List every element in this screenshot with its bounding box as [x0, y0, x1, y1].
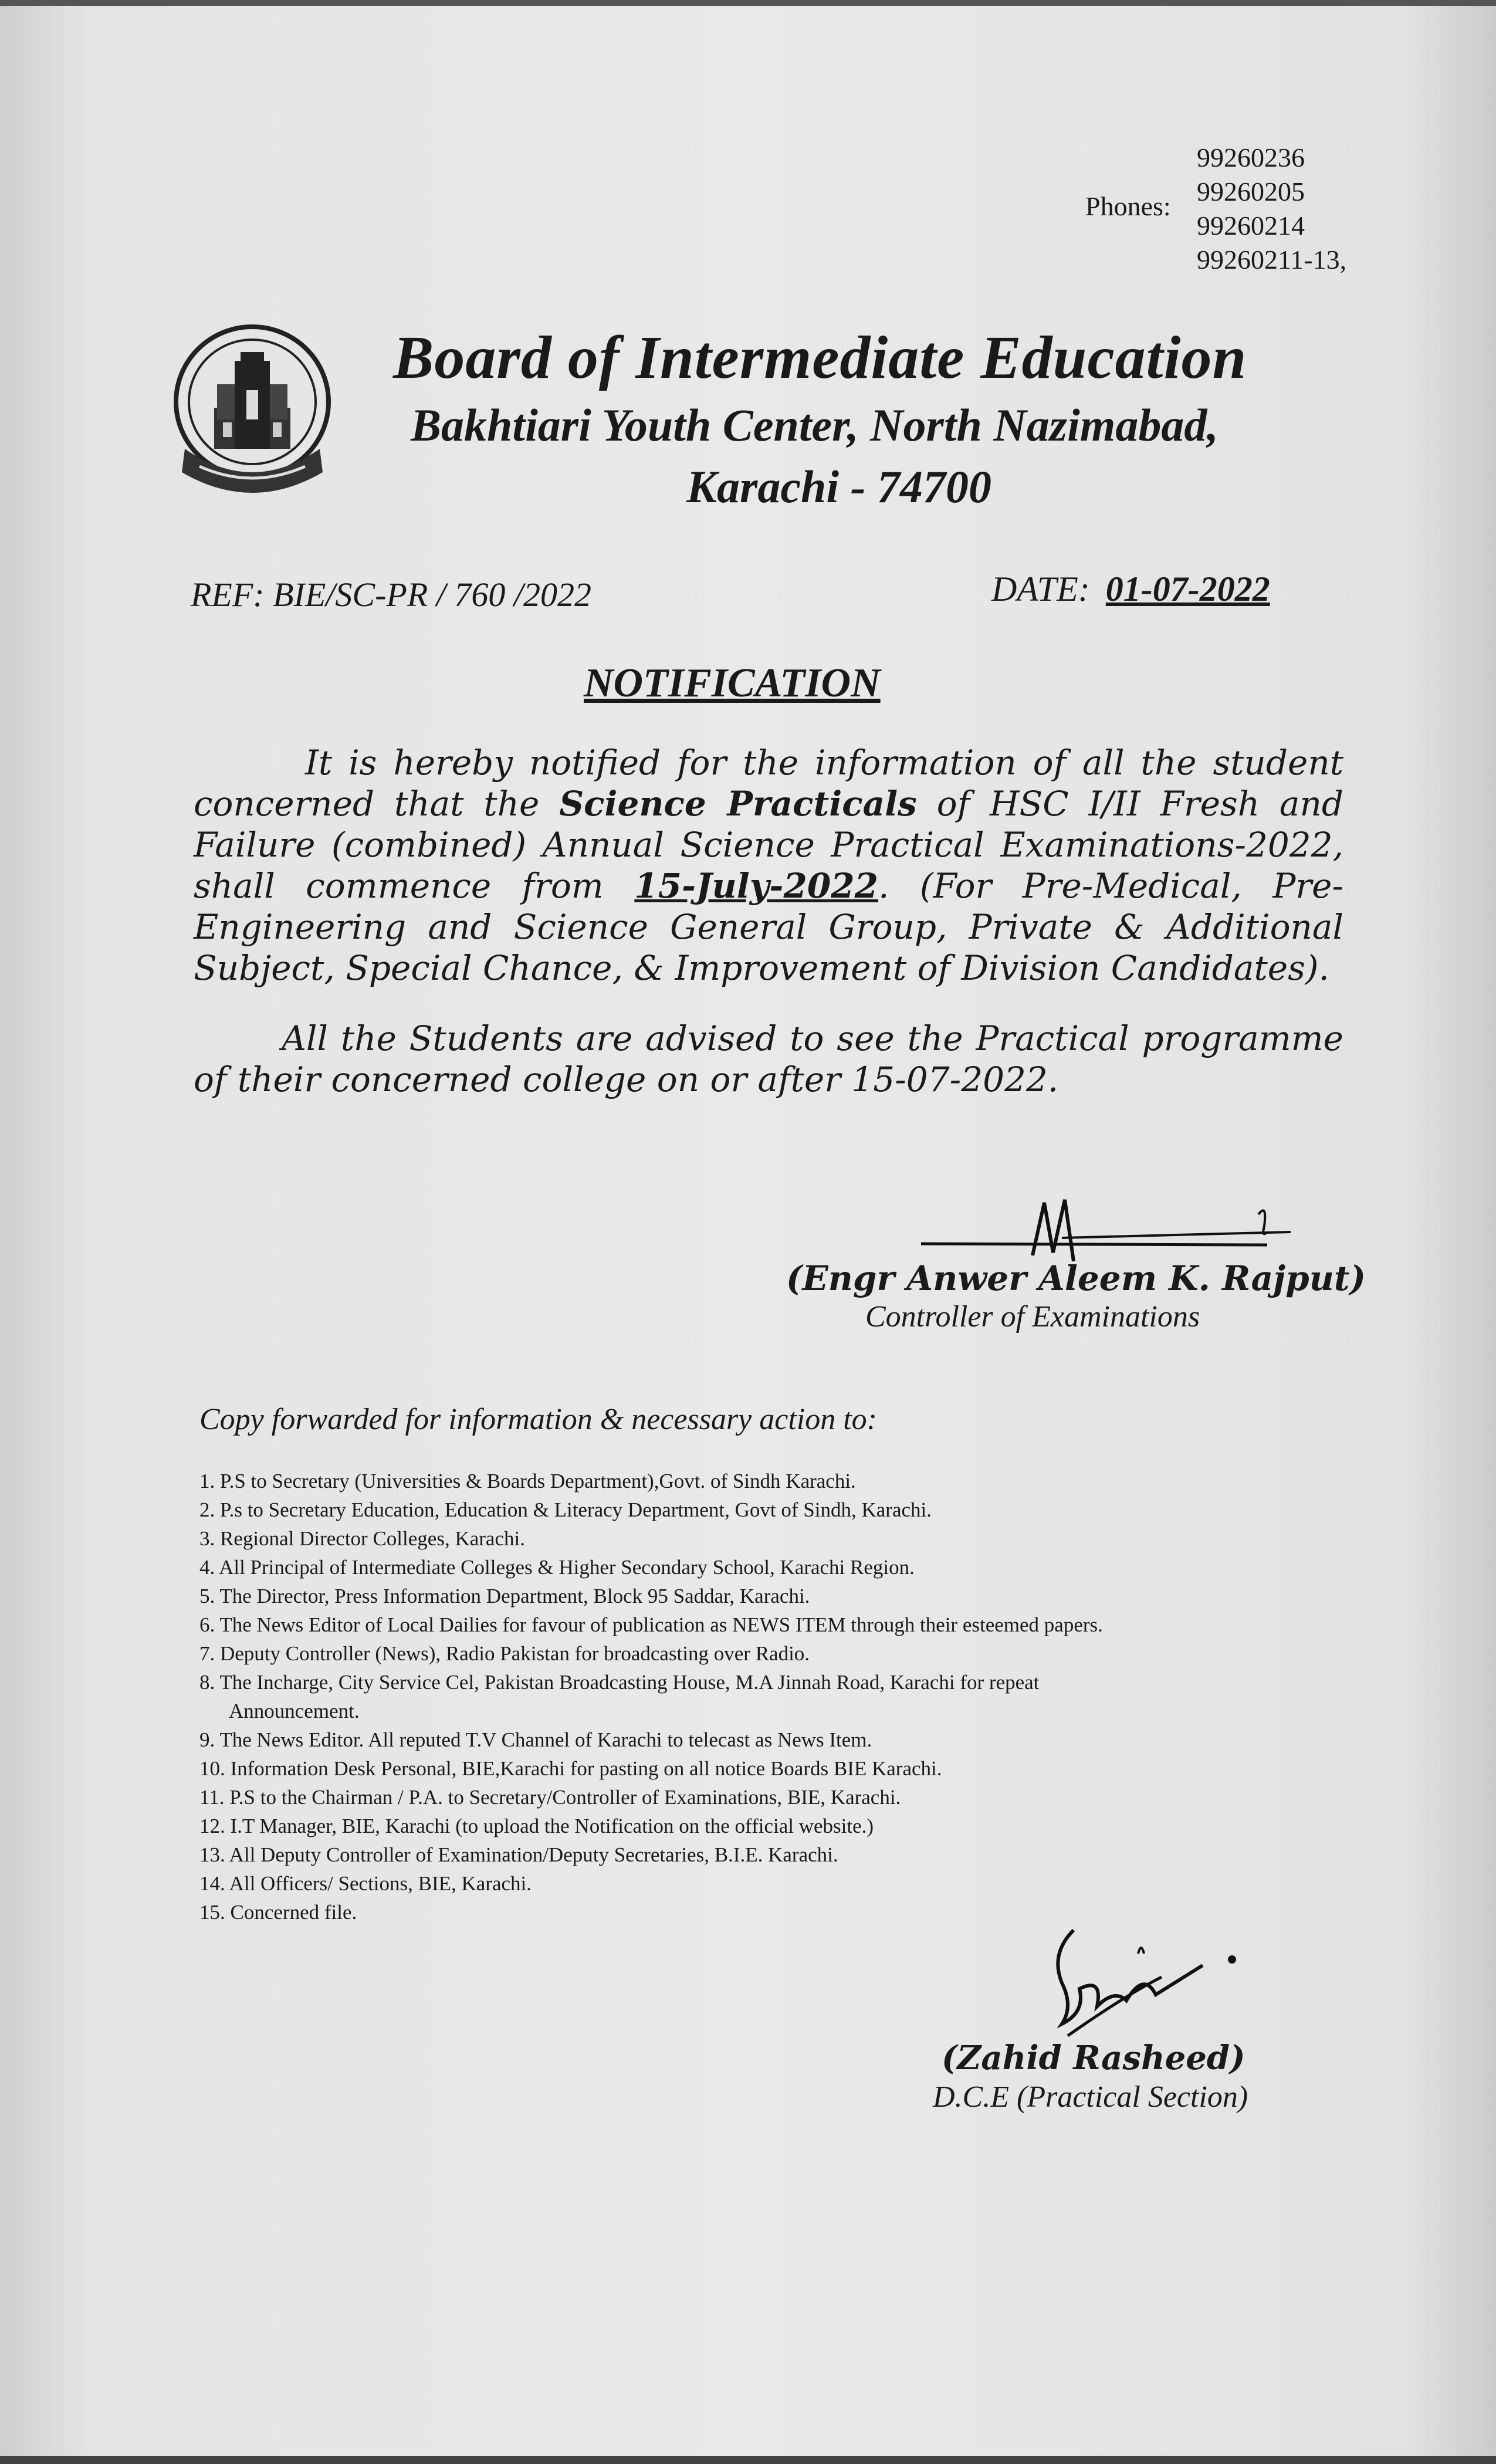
- signatory2-title: D.C.E (Practical Section): [933, 2080, 1248, 2114]
- list-item: 5. The Director, Press Information Department, Block 95 Saddar, Karachi.: [199, 1585, 810, 1607]
- list-item: 13. All Deputy Controller of Examination/Deputy Secretaries, B.I.E. Karachi.: [199, 1843, 838, 1866]
- phone-number: 99260236: [1197, 143, 1305, 172]
- list-item: 1. P.S to Secretary (Universities & Boards Department),Govt. of Sindh Karachi.: [199, 1470, 856, 1492]
- notification-paragraph-2: All the Students are advised to see the Practical programme of their concerned college on or after 15-07-2022.: [194, 1018, 1343, 1099]
- date-line: [991, 569, 1270, 610]
- scan-top-edge: [0, 0, 1496, 6]
- board-title: Board of Intermediate Education: [393, 324, 1247, 391]
- signatory1-title: Controller of Examinations: [865, 1300, 1200, 1333]
- notification-paragraph-1: [194, 742, 1343, 989]
- board-address-line1: Bakhtiari Youth Center, North Nazimabad,: [411, 400, 1219, 451]
- list-item: 2. P.s to Secretary Education, Education & Literacy Department, Govt of Sindh, Karachi.: [199, 1498, 932, 1521]
- para1-text-c: . (For Pre-Medical, Pre-Engineering and Science General Group, Private & Additional Subject, Special Chance, & Improvement of Division Candidates).: [194, 866, 1343, 988]
- signatory2-name: (Zahid Rasheed): [942, 2039, 1245, 2077]
- list-item: 9. The News Editor. All reputed T.V Channel of Karachi to telecast as News Item.: [199, 1728, 872, 1751]
- list-item: 4. All Principal of Intermediate Colleges & Higher Secondary School, Karachi Region.: [199, 1556, 915, 1579]
- para1-text-a: It is hereby notified for the information of all the student concerned that the: [194, 743, 1343, 824]
- list-item-continuation: Announcement.: [229, 1700, 360, 1722]
- list-item: 12. I.T Manager, BIE, Karachi (to upload the Notification on the official website.): [199, 1815, 874, 1837]
- list-item: 3. Regional Director Colleges, Karachi.: [199, 1527, 525, 1550]
- date-value: 01-07-2022: [1105, 570, 1270, 608]
- board-address-line2: Karachi - 74700: [686, 461, 992, 512]
- list-item: 6. The News Editor of Local Dailies for favour of publication as NEWS ITEM through their esteemed papers.: [199, 1613, 1103, 1636]
- list-item: 7. Deputy Controller (News), Radio Pakistan for broadcasting over Radio.: [199, 1642, 810, 1665]
- reference-number: REF: BIE/SC-PR / 760 /2022: [191, 576, 591, 614]
- signatory1-name: (Engr Anwer Aleem K. Rajput): [786, 1258, 1366, 1298]
- list-item: 14. All Officers/ Sections, BIE, Karachi.: [199, 1872, 532, 1895]
- list-item: 15. Concerned file.: [199, 1901, 357, 1924]
- phone-number: 99260211-13,: [1197, 245, 1347, 275]
- phones-label: Phones:: [1085, 191, 1171, 221]
- list-item: 11. P.S to the Chairman / P.A. to Secretary/Controller of Examinations, BIE, Karachi.: [199, 1786, 901, 1809]
- phone-number: 99260214: [1197, 211, 1305, 241]
- distribution-list: [199, 1467, 1349, 1927]
- date-label: DATE:: [991, 570, 1090, 608]
- list-item: 8. The Incharge, City Service Cel, Pakistan Broadcasting House, M.A Jinnah Road, Karachi for repeat: [199, 1671, 1040, 1694]
- science-practicals-text: Science Practicals: [559, 784, 917, 824]
- copy-forwarded-heading: Copy forwarded for information & necessary action to:: [199, 1403, 877, 1436]
- phones-block: [1085, 141, 1437, 282]
- commence-date-text: 15-July-2022: [634, 866, 878, 906]
- phone-number: 99260205: [1197, 177, 1305, 207]
- scan-bottom-edge: [0, 2456, 1496, 2464]
- list-item: 10. Information Desk Personal, BIE,Karachi for pasting on all notice Boards BIE Karachi.: [199, 1757, 942, 1780]
- dce-signature-icon: [1038, 1907, 1261, 2059]
- notification-heading: NOTIFICATION: [584, 661, 881, 706]
- para1-text-b: of HSC I/II Fresh and Failure (combined) Annual Science Practical Examinations-2022, shall commence from: [194, 784, 1343, 906]
- board-seal-logo-icon: [167, 320, 337, 507]
- phones-list: [1197, 141, 1346, 277]
